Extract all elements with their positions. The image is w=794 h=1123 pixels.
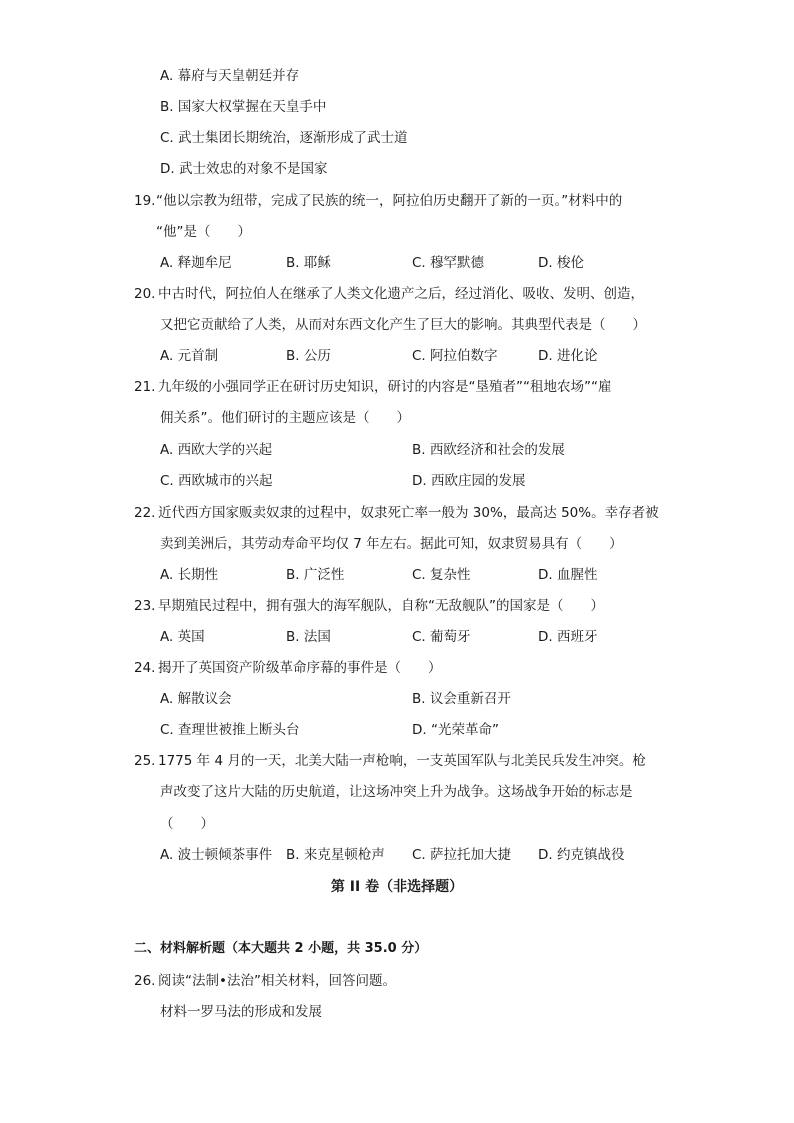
q26-material-title: 材料一罗马法的形成和发展: [160, 1004, 322, 1020]
q22-option-a: A. 长期性: [160, 567, 219, 583]
q19-option-a: A. 释迦牟尼: [160, 255, 232, 271]
q26-stem: 阅读“法制•法治”相关材料，回答问题。: [158, 973, 396, 989]
q22-stem-line-1: 近代西方国家贩卖奴隶的过程中，奴隶死亡率一般为 30%，最高达 50%。幸存者被: [158, 505, 659, 521]
q19-option-b: B. 耶稣: [286, 255, 331, 271]
q22-option-d: D. 血腥性: [538, 567, 598, 583]
q24-option-a: A. 解散议会: [160, 691, 232, 707]
q25-stem-line-1: 1775 年 4 月的一天，北美大陆一声枪响，一支英国军队与北美民兵发生冲突。枪: [158, 753, 646, 769]
q18-option-c: C. 武士集团长期统治，逐渐形成了武士道: [160, 130, 408, 146]
q20-option-d: D. 进化论: [538, 348, 598, 364]
q23-option-c: C. 葡萄牙: [412, 629, 471, 645]
q20-number: 20.: [134, 286, 156, 302]
q19-stem-line-2: “他”是（ ）: [156, 224, 251, 240]
q18-option-a: A. 幕府与天皇朝廷并存: [160, 68, 300, 84]
q25-number: 25.: [134, 753, 156, 769]
q25-option-d: D. 约克镇战役: [538, 847, 625, 863]
q22-stem-line-2: 卖到美洲后，其劳动寿命平均仅 7 年左右。据此可知，奴隶贸易具有（ ）: [160, 536, 623, 552]
q24-stem-line-1: 揭开了英国资产阶级革命序幕的事件是（ ）: [158, 660, 442, 676]
q24-option-c: C. 查理世被推上断头台: [160, 722, 300, 738]
part-2-title: 第 II 卷（非选择题）: [330, 879, 464, 895]
q21-stem-line-1: 九年级的小强同学正在研讨历史知识，研讨的内容是“垦殖者”“租地农场”“雇: [158, 379, 612, 395]
q21-option-a: A. 西欧大学的兴起: [160, 442, 273, 458]
q23-option-a: A. 英国: [160, 629, 205, 645]
q19-number: 19.: [134, 193, 156, 209]
q20-option-c: C. 阿拉伯数字: [412, 348, 498, 364]
q24-option-d: D. “光荣革命”: [412, 722, 499, 738]
q19-option-c: C. 穆罕默德: [412, 255, 485, 271]
q25-stem-line-3: （ ）: [160, 816, 214, 832]
q21-option-b: B. 西欧经济和社会的发展: [412, 442, 565, 458]
q23-stem-line-1: 早期殖民过程中，拥有强大的海军舰队，自称“无敌舰队”的国家是（ ）: [158, 598, 604, 614]
q21-option-d: D. 西欧庄园的发展: [412, 473, 526, 489]
q21-stem-line-2: 佣关系”。他们研讨的主题应该是（ ）: [160, 410, 410, 426]
q26-number: 26.: [134, 973, 156, 989]
q20-stem-line-1: 中古时代，阿拉伯人在继承了人类文化遗产之后，经过消化、吸收、发明、创造，: [158, 286, 644, 302]
q25-stem-line-2: 声改变了这片大陆的历史航道，让这场冲突上升为战争。这场战争开始的标志是: [160, 784, 633, 800]
q18-option-d: D. 武士效忠的对象不是国家: [160, 161, 328, 177]
q24-option-b: B. 议会重新召开: [412, 691, 511, 707]
q22-number: 22.: [134, 505, 156, 521]
q25-option-c: C. 萨拉托加大捷: [412, 847, 512, 863]
section-2-title: 二、材料解析题（本大题共 2 小题，共 35.0 分）: [134, 941, 428, 956]
q21-number: 21.: [134, 379, 156, 395]
q20-option-b: B. 公历: [286, 348, 331, 364]
q21-option-c: C. 西欧城市的兴起: [160, 473, 273, 489]
q25-option-a: A. 波士顿倾茶事件: [160, 847, 273, 863]
q19-stem-line-1: “他以宗教为纽带，完成了民族的统一，阿拉伯历史翻开了新的一页。”材料中的: [156, 193, 623, 209]
q19-option-d: D. 梭伦: [538, 255, 584, 271]
q25-option-b: B. 来克星顿枪声: [286, 847, 385, 863]
q23-number: 23.: [134, 598, 156, 614]
q18-option-b: B. 国家大权掌握在天皇手中: [160, 99, 327, 115]
q23-option-b: B. 法国: [286, 629, 331, 645]
q20-stem-line-2: 又把它贡献给了人类，从而对东西文化产生了巨大的影响。其典型代表是（ ）: [160, 317, 646, 333]
q20-option-a: A. 元首制: [160, 348, 219, 364]
q24-number: 24.: [134, 660, 156, 676]
q22-option-b: B. 广泛性: [286, 567, 345, 583]
q22-option-c: C. 复杂性: [412, 567, 471, 583]
q23-option-d: D. 西班牙: [538, 629, 598, 645]
